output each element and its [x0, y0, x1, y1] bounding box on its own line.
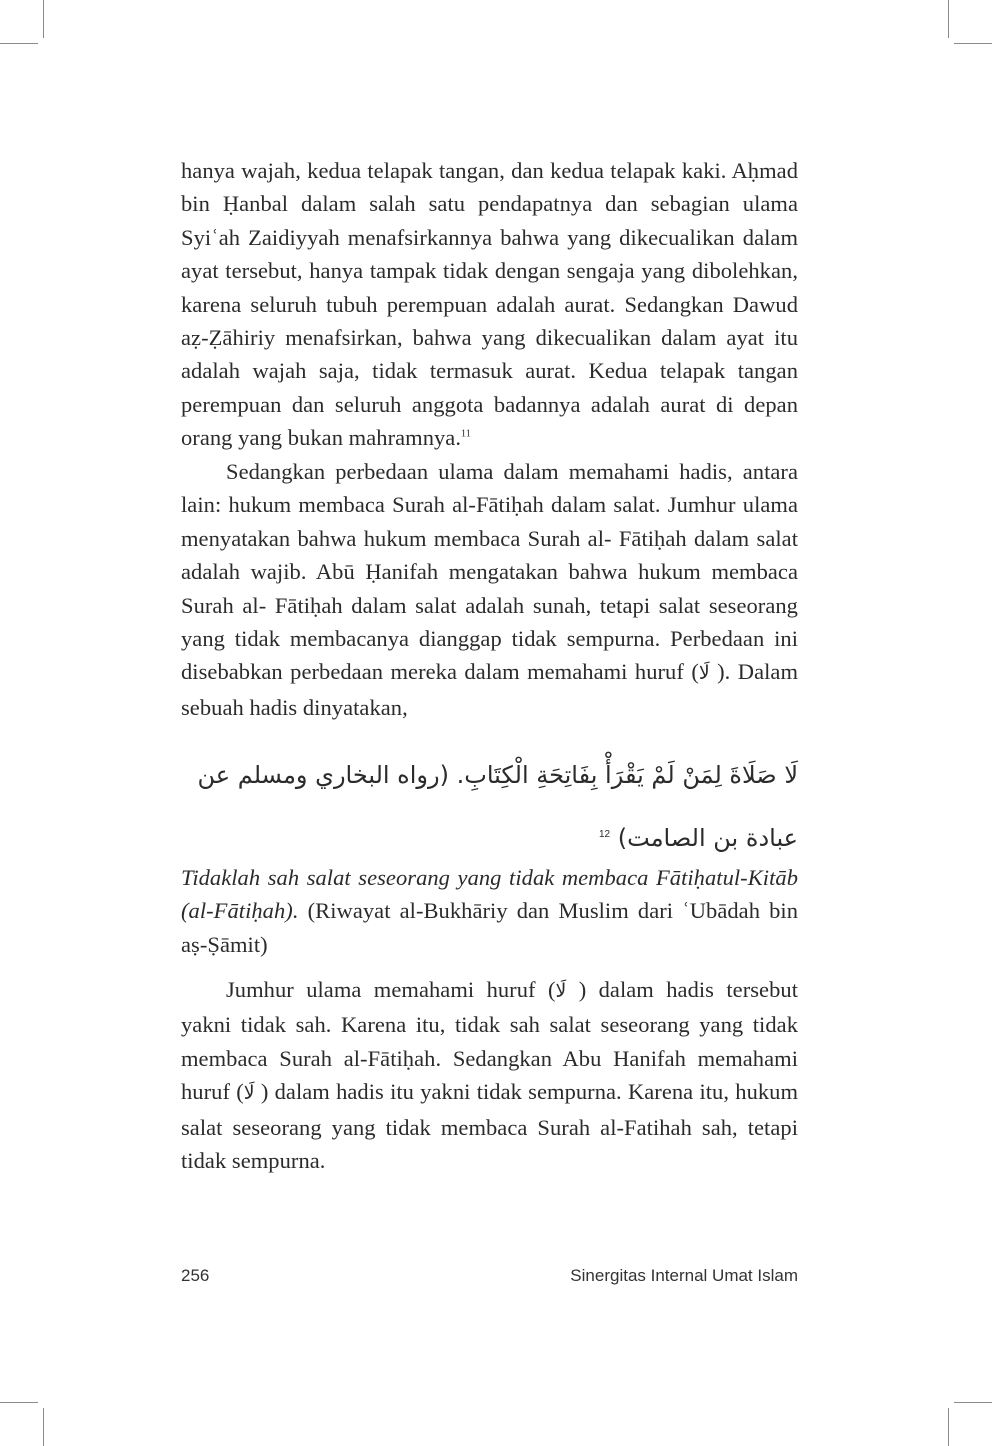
translation-italic: Tidaklah sah salat seseorang yang tidak membaca Fātiḥatul-Kitāb (al-Fātiḥah). — [181, 865, 798, 924]
paragraph-2 — [181, 455, 798, 724]
hadith-translation — [181, 861, 798, 961]
paragraph-2-text: Sedangkan perbedaan ulama dalam memahami hadis, antara lain: hukum membaca Surah al-Fātiḥah dalam salat. Jumhur ulama menyatakan bahwa hukum membaca Surah al- Fātiḥah dalam salat adalah wajib. Abū Ḥanifah mengatakan bahwa hukum membaca Surah al- Fātiḥah dalam salat adalah sunah, tetapi salat seseorang yang tidak membacanya dianggap tidak sempurna. Perbedaan ini disebabkan perbedaan mereka dalam memahami huruf ( — [181, 459, 798, 685]
paragraph-4-part-b: ) dalam hadis tersebut yakni tidak sah. Karena itu, tidak sah salat seseorang yang tidak membaca Surah al-Fātiḥah. Sedangkan Abu Hanifah memahami huruf ( — [181, 977, 798, 1105]
crop-mark — [954, 1402, 992, 1403]
crop-mark — [43, 0, 44, 38]
footnote-ref-12: 12 — [599, 829, 611, 840]
arabic-la: لَا — [243, 1082, 255, 1105]
paragraph-4-part-a: Jumhur ulama memahami huruf ( — [226, 977, 556, 1002]
footnote-ref-11: 11 — [461, 428, 471, 440]
paragraph-4-part-c: ) dalam hadis itu yakni tidak sempurna. Karena itu, hukum salat seseorang yang tidak membaca Surah al-Fatihah sah, tetapi tidak sempurna. — [181, 1079, 799, 1174]
running-title: Sinergitas Internal Umat Islam — [570, 1266, 798, 1285]
page-footer — [181, 1266, 798, 1292]
crop-mark — [43, 1408, 44, 1446]
hadith-arabic: لَا صَلَاةَ لِمَنْ لَمْ يَقْرَأْ بِفَاتِحَةِ الْكِتَابِ. — [456, 761, 798, 789]
translation-source: (Riwayat al-Bukhāriy dan Muslim dari ʿUbādah bin aṣ-Ṣāmit) — [181, 898, 798, 957]
paragraph-1 — [181, 154, 798, 455]
crop-mark — [954, 43, 992, 44]
arabic-la: لَا — [698, 662, 710, 685]
hadith-arabic-block — [181, 745, 798, 868]
crop-mark — [0, 43, 38, 44]
paragraph-4 — [181, 973, 798, 1177]
arabic-la: لَا — [555, 980, 567, 1002]
paragraph-2-end: ). Dalam sebuah hadis dinyatakan, — [181, 659, 798, 720]
paragraph-1-text: hanya wajah, kedua telapak tangan, dan kedua telapak kaki. Aḥmad bin Ḥanbal dalam salah satu pendapatnya dan sebagian ulama Syiʿah Zaidiyyah menafsirkannya bahwa yang dikecualikan dalam ayat tersebut, hanya tampak tidak dengan sengaja yang dibolehkan, karena seluruh tubuh perempuan adalah aurat. Sedangkan Dawud aẓ-Ẓāhiriy menafsirkan, bahwa yang dikecualikan dalam ayat itu adalah wajah saja, tidak termasuk aurat. Kedua telapak tangan perempuan dan seluruh anggota badannya adalah aurat di depan orang yang bukan mahramnya. — [181, 158, 798, 451]
crop-mark — [0, 1402, 38, 1403]
crop-mark — [948, 1408, 949, 1446]
hadith-source: (رواه البخاري ومسلم عن عبادة بن الصامت) — [197, 761, 798, 852]
page-number: 256 — [181, 1266, 210, 1285]
crop-mark — [948, 0, 949, 38]
